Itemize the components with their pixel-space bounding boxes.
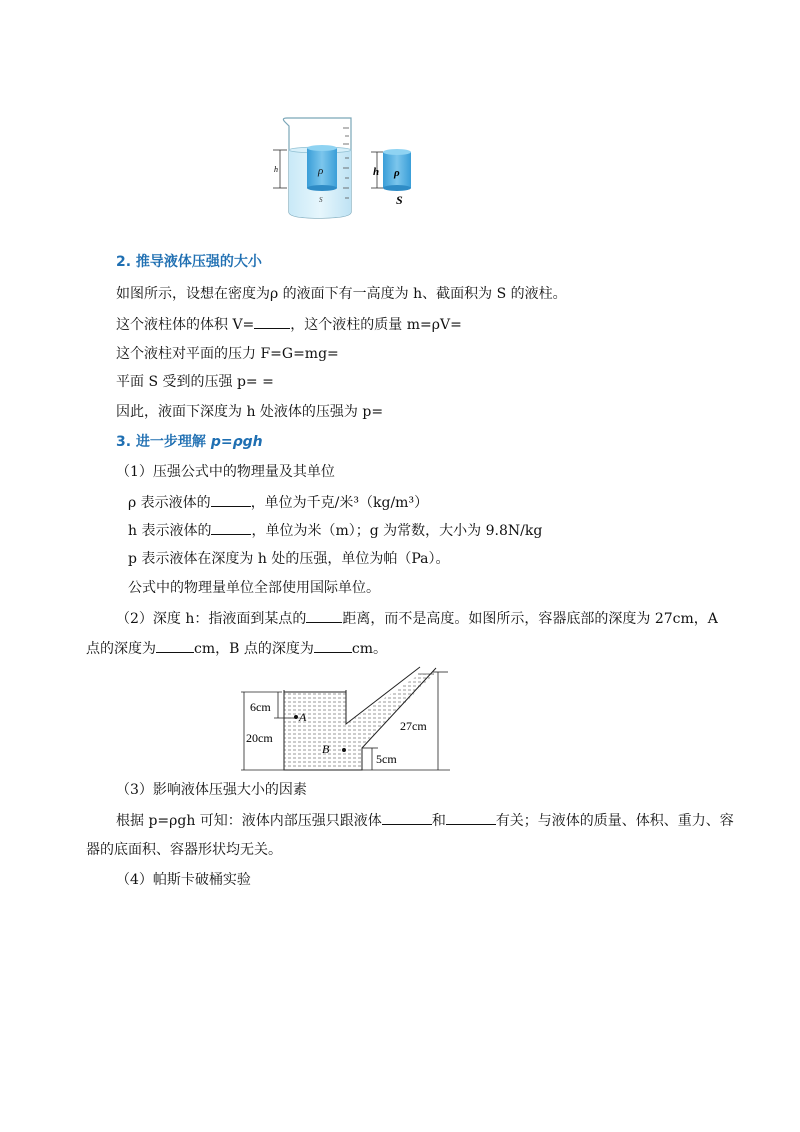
section-3-heading [116, 432, 263, 452]
section-2-heading: 2. 推导液体压强的大小 [116, 254, 262, 270]
subheading-2 [116, 608, 718, 629]
blank [314, 638, 352, 653]
blank [382, 810, 432, 825]
column-rho-label: ρ [394, 167, 400, 179]
depth-text-2: 距离，而不是高度。如图所示，容器底部的深度为 27cm，A [342, 611, 718, 627]
factor-line [116, 810, 734, 831]
heading-formula: p=ρgh [210, 434, 263, 450]
rho-unit-text: ，单位为千克/米³（kg/m³） [250, 495, 429, 511]
b-depth-text: cm，B 点的深度为 [194, 641, 314, 657]
heading-prefix: 3. 进一步理解 [116, 434, 211, 450]
column-s-label: S [396, 193, 403, 207]
si-line: 公式中的物理量单位全部使用国际单位。 [128, 580, 380, 596]
factor-text: 根据 p=ρgh 可知：液体内部压强只跟液体 [116, 813, 382, 829]
text-line: 如图所示，设想在密度为ρ 的液面下有一高度为 h、截面积为 S 的液柱。 [116, 286, 567, 302]
blank [446, 810, 496, 825]
a-depth-text: 点的深度为 [86, 641, 156, 657]
blank [306, 608, 342, 623]
text-line: 因此，液面下深度为 h 处液体的压强为 p= [116, 404, 384, 420]
subheading-1: （1）压强公式中的物理量及其单位 [116, 464, 335, 480]
text-line [116, 314, 462, 335]
beaker-figure [265, 112, 435, 222]
p-line: p 表示液体在深度为 h 处的压强，单位为帕（Pa）。 [128, 551, 450, 567]
label-B: B [322, 742, 330, 756]
text-line: 这个液柱对平面的压力 F=G=mg= [116, 346, 339, 362]
label-5cm: 5cm [376, 752, 397, 766]
subheading-4: （4）帕斯卡破桶实验 [116, 872, 251, 888]
label-20cm: 20cm [246, 731, 273, 745]
blank [211, 492, 251, 507]
cm-text: cm。 [351, 641, 387, 657]
blank [254, 314, 290, 329]
text-line: 平面 S 受到的压强 p= = [116, 374, 274, 390]
beaker-s-label: S [319, 196, 323, 204]
factor-text-2: 有关；与液体的质量、体积、重力、容 [495, 813, 734, 829]
factor-line-2: 器的底面积、容器形状均无关。 [86, 842, 282, 858]
h-text: h 表示液体的 [128, 523, 212, 539]
and-text: 和 [431, 813, 446, 829]
mass-text: ，这个液柱的质量 m=ρV= [290, 317, 462, 333]
rho-line [128, 492, 428, 513]
beaker-h-label: h [274, 165, 278, 174]
h-unit-text: ，单位为米（m）；g 为常数，大小为 9.8N/kg [251, 523, 543, 539]
subheading-3: （3）影响液体压强大小的因素 [116, 782, 307, 798]
beaker-rho-label: ρ [318, 165, 324, 177]
depth-answer-line [86, 638, 387, 659]
blank [156, 638, 194, 653]
depth-text: （2）深度 h：指液面到某点的 [116, 611, 307, 627]
column-h-label: h [373, 166, 380, 178]
blank [211, 520, 251, 535]
h-line [128, 520, 542, 541]
container-figure [238, 664, 456, 774]
label-A: A [299, 710, 307, 724]
label-27cm: 27cm [400, 719, 427, 733]
label-6cm: 6cm [250, 700, 271, 714]
volume-text: 这个液柱体的体积 V= [116, 317, 255, 333]
rho-text: ρ 表示液体的 [128, 495, 211, 511]
